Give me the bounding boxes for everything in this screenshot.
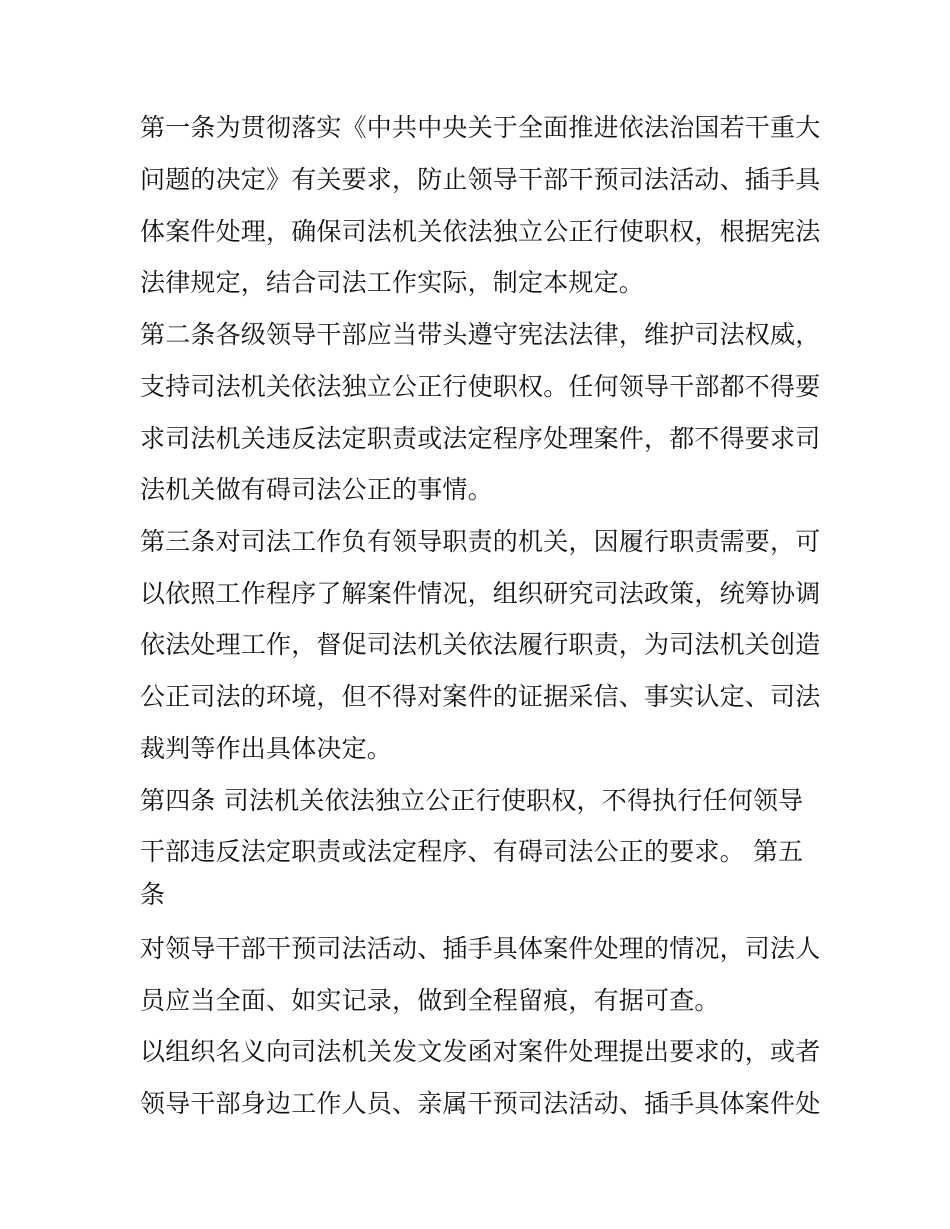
text-line: 对领导干部干预司法活动、插手具体案件处理的情况，司法人 — [140, 934, 821, 963]
text-line: 体案件处理，确保司法机关依法独立公正行使职权，根据宪法 — [140, 217, 821, 246]
text-line: 支持司法机关依法独立公正行使职权。任何领导干部都不得要 — [140, 372, 821, 401]
text-line: 依法处理工作，督促司法机关依法履行职责，为司法机关创造 — [140, 630, 821, 659]
text-line: 问题的决定》有关要求，防止领导干部干预司法活动、插手具 — [140, 165, 821, 194]
text-line: 第二条各级领导干部应当带头遵守宪法法律，维护司法权威， — [140, 320, 821, 349]
text-line: 第四条 司法机关依法独立公正行使职权，不得执行任何领导 — [140, 786, 804, 815]
text-line: 条 — [140, 880, 166, 909]
text-line: 以依照工作程序了解案件情况，组织研究司法政策，统筹协调 — [140, 579, 821, 608]
text-line: 以组织名义向司法机关发文发函对案件处理提出要求的，或者 — [140, 1037, 821, 1066]
text-line: 求司法机关违反法定职责或法定程序处理案件，都不得要求司 — [140, 424, 821, 453]
text-line: 员应当全面、如实记录，做到全程留痕，有据可查。 — [140, 986, 720, 1015]
text-line: 裁判等作出具体决定。 — [140, 734, 393, 763]
text-line: 第一条为贯彻落实《中共中央关于全面推进依法治国若干重大 — [140, 113, 821, 142]
text-line: 领导干部身边工作人员、亲属干预司法活动、插手具体案件处 — [140, 1089, 821, 1118]
text-line: 第三条对司法工作负有领导职责的机关，因履行职责需要，可 — [140, 527, 821, 556]
text-line: 法机关做有碍司法公正的事情。 — [140, 475, 493, 504]
text-line: 公正司法的环境，但不得对案件的证据采信、事实认定、司法 — [140, 682, 821, 711]
text-line: 法律规定，结合司法工作实际，制定本规定。 — [140, 268, 645, 297]
text-line: 干部违反法定职责或法定程序、有碍司法公正的要求。 第五 — [140, 837, 804, 866]
